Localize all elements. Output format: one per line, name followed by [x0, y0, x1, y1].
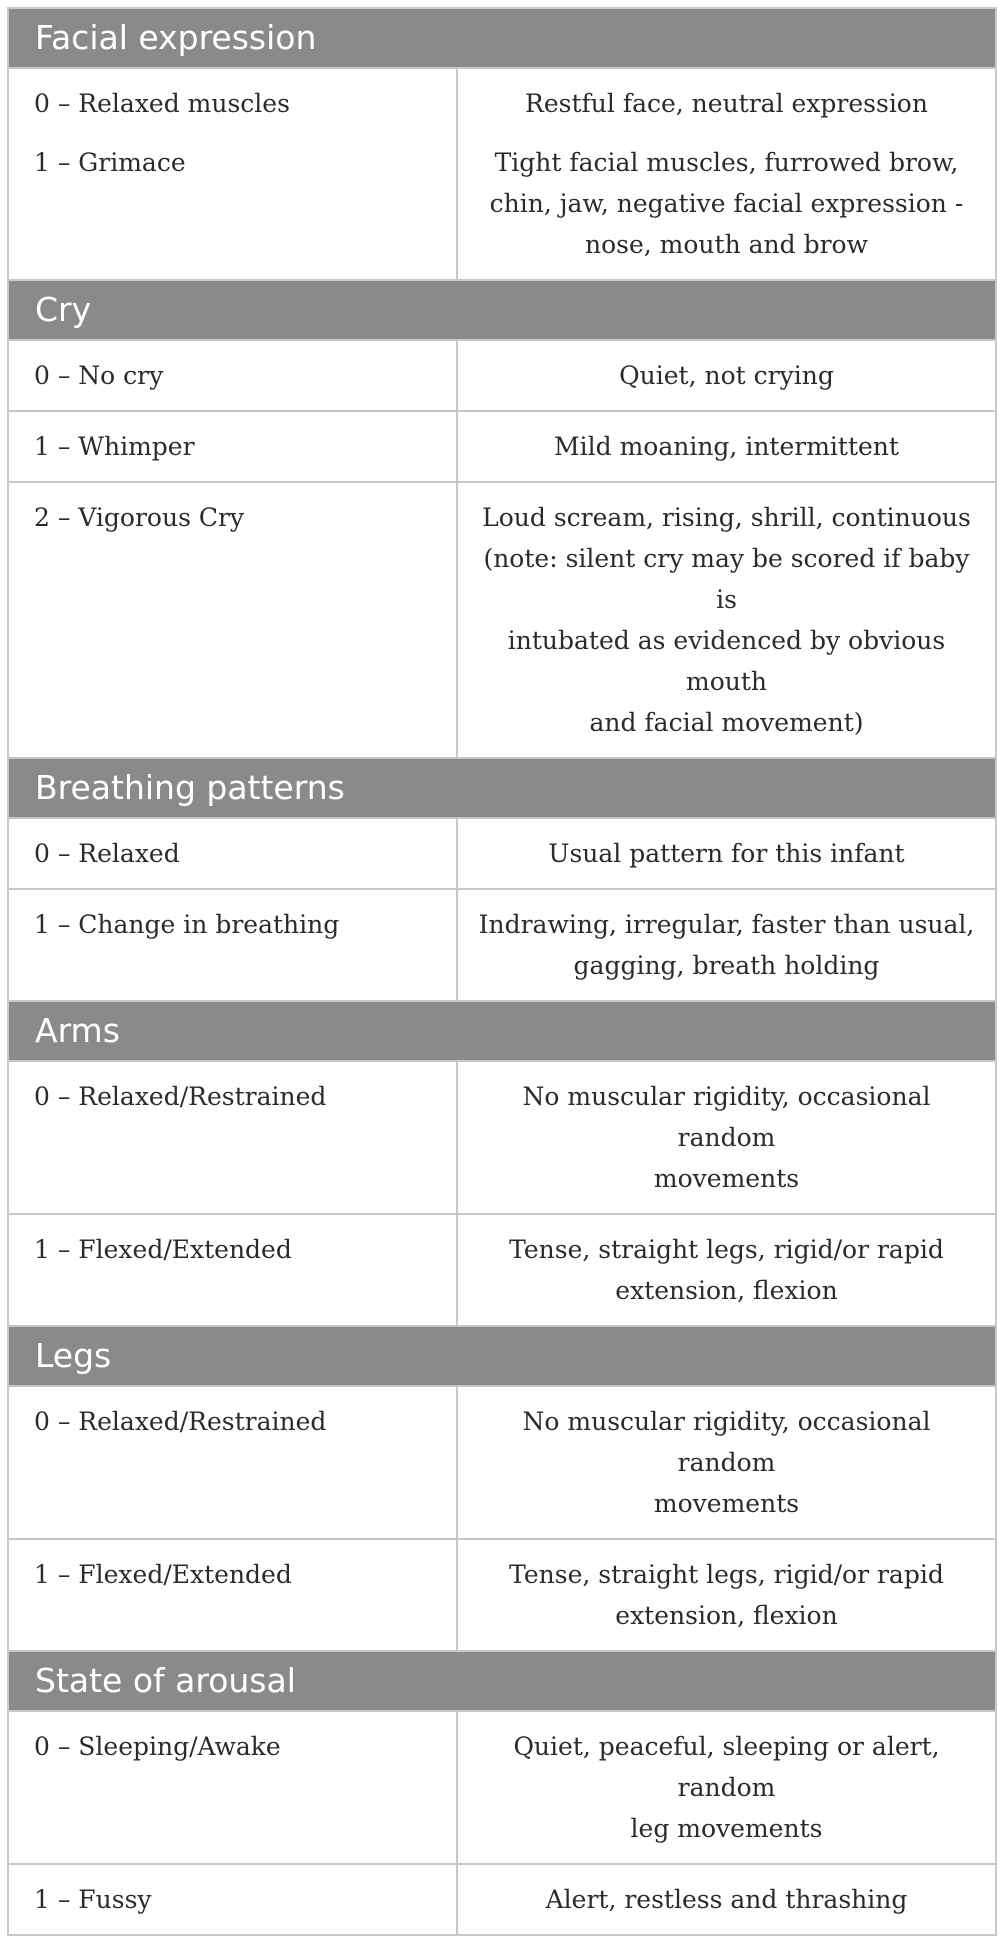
table-row	[9, 888, 995, 1000]
description-cell	[458, 1387, 995, 1538]
description-line: Quiet, peaceful, sleeping or alert, random	[513, 1732, 940, 1802]
description-cell	[458, 483, 995, 757]
description-line: extension, flexion	[615, 1601, 838, 1630]
description-cell	[458, 1712, 995, 1863]
description-line: Usual pattern for this infant	[548, 839, 905, 868]
table-row	[9, 817, 995, 888]
description-cell	[458, 1540, 995, 1650]
section-header-facial-expression: Facial expression	[9, 7, 995, 67]
table-row	[9, 1538, 995, 1650]
table-row	[9, 410, 995, 481]
description-line: Restful face, neutral expression	[525, 89, 928, 118]
score-label: 1 – Grimace	[34, 148, 186, 177]
description-line: Tense, straight legs, rigid/or rapid	[509, 1560, 944, 1589]
description-cell	[458, 890, 995, 1000]
description-cell	[458, 412, 995, 481]
section-header-arms: Arms	[9, 1000, 995, 1060]
score-label: 1 – Fussy	[9, 1865, 458, 1934]
description-cell	[458, 1062, 995, 1213]
table-row	[9, 67, 995, 279]
description-line: nose, mouth and brow	[585, 230, 868, 259]
score-label: 2 – Vigorous Cry	[9, 483, 458, 757]
table-row	[9, 1385, 995, 1538]
pain-scale-table	[7, 7, 997, 1936]
score-label: 1 – Flexed/Extended	[9, 1540, 458, 1650]
description-line: Tight facial muscles, furrowed brow,	[494, 148, 959, 177]
table-row	[9, 1213, 995, 1325]
description-cell	[458, 69, 995, 279]
description-line: Loud scream, rising, shrill, continuous	[482, 503, 971, 532]
score-label: 1 – Change in breathing	[9, 890, 458, 1000]
description-cell	[458, 819, 995, 888]
description-line: Quiet, not crying	[619, 361, 834, 390]
score-label: 0 – No cry	[9, 341, 458, 410]
score-label: 1 – Whimper	[9, 412, 458, 481]
section-header-state-of-arousal: State of arousal	[9, 1650, 995, 1710]
description-line: Indrawing, irregular, faster than usual,	[478, 910, 975, 939]
description-line: No muscular rigidity, occasional random	[522, 1082, 931, 1152]
description-line: movements	[653, 1489, 800, 1518]
description-cell	[458, 1865, 995, 1934]
description-line: Alert, restless and thrashing	[545, 1885, 908, 1914]
description-cell	[458, 341, 995, 410]
description-line: (note: silent cry may be scored if baby is	[483, 544, 970, 614]
description-line: No muscular rigidity, occasional random	[522, 1407, 931, 1477]
description-line: leg movements	[630, 1814, 823, 1843]
table-row	[9, 1710, 995, 1863]
description-line: Mild moaning, intermittent	[554, 432, 899, 461]
section-header-legs: Legs	[9, 1325, 995, 1385]
score-label: 0 – Relaxed	[9, 819, 458, 888]
section-header-cry: Cry	[9, 279, 995, 339]
table-row	[9, 1863, 995, 1934]
table-row	[9, 339, 995, 410]
description-line: chin, jaw, negative facial expression -	[489, 189, 964, 218]
description-line: extension, flexion	[615, 1276, 838, 1305]
score-label: 1 – Flexed/Extended	[9, 1215, 458, 1325]
score-label: 0 – Sleeping/Awake	[9, 1712, 458, 1863]
description-line: and facial movement)	[589, 708, 864, 737]
table-row	[9, 481, 995, 757]
description-line: intubated as evidenced by obvious mouth	[507, 626, 946, 696]
score-label: 0 – Relaxed/Restrained	[9, 1062, 458, 1213]
description-line: movements	[653, 1164, 800, 1193]
description-line: Tense, straight legs, rigid/or rapid	[509, 1235, 944, 1264]
score-label: 0 – Relaxed/Restrained	[9, 1387, 458, 1538]
score-label: 0 – Relaxed muscles	[34, 89, 290, 118]
score-cell	[9, 69, 458, 279]
description-cell	[458, 1215, 995, 1325]
section-header-breathing-patterns: Breathing patterns	[9, 757, 995, 817]
description-line: gagging, breath holding	[573, 951, 880, 980]
table-row	[9, 1060, 995, 1213]
